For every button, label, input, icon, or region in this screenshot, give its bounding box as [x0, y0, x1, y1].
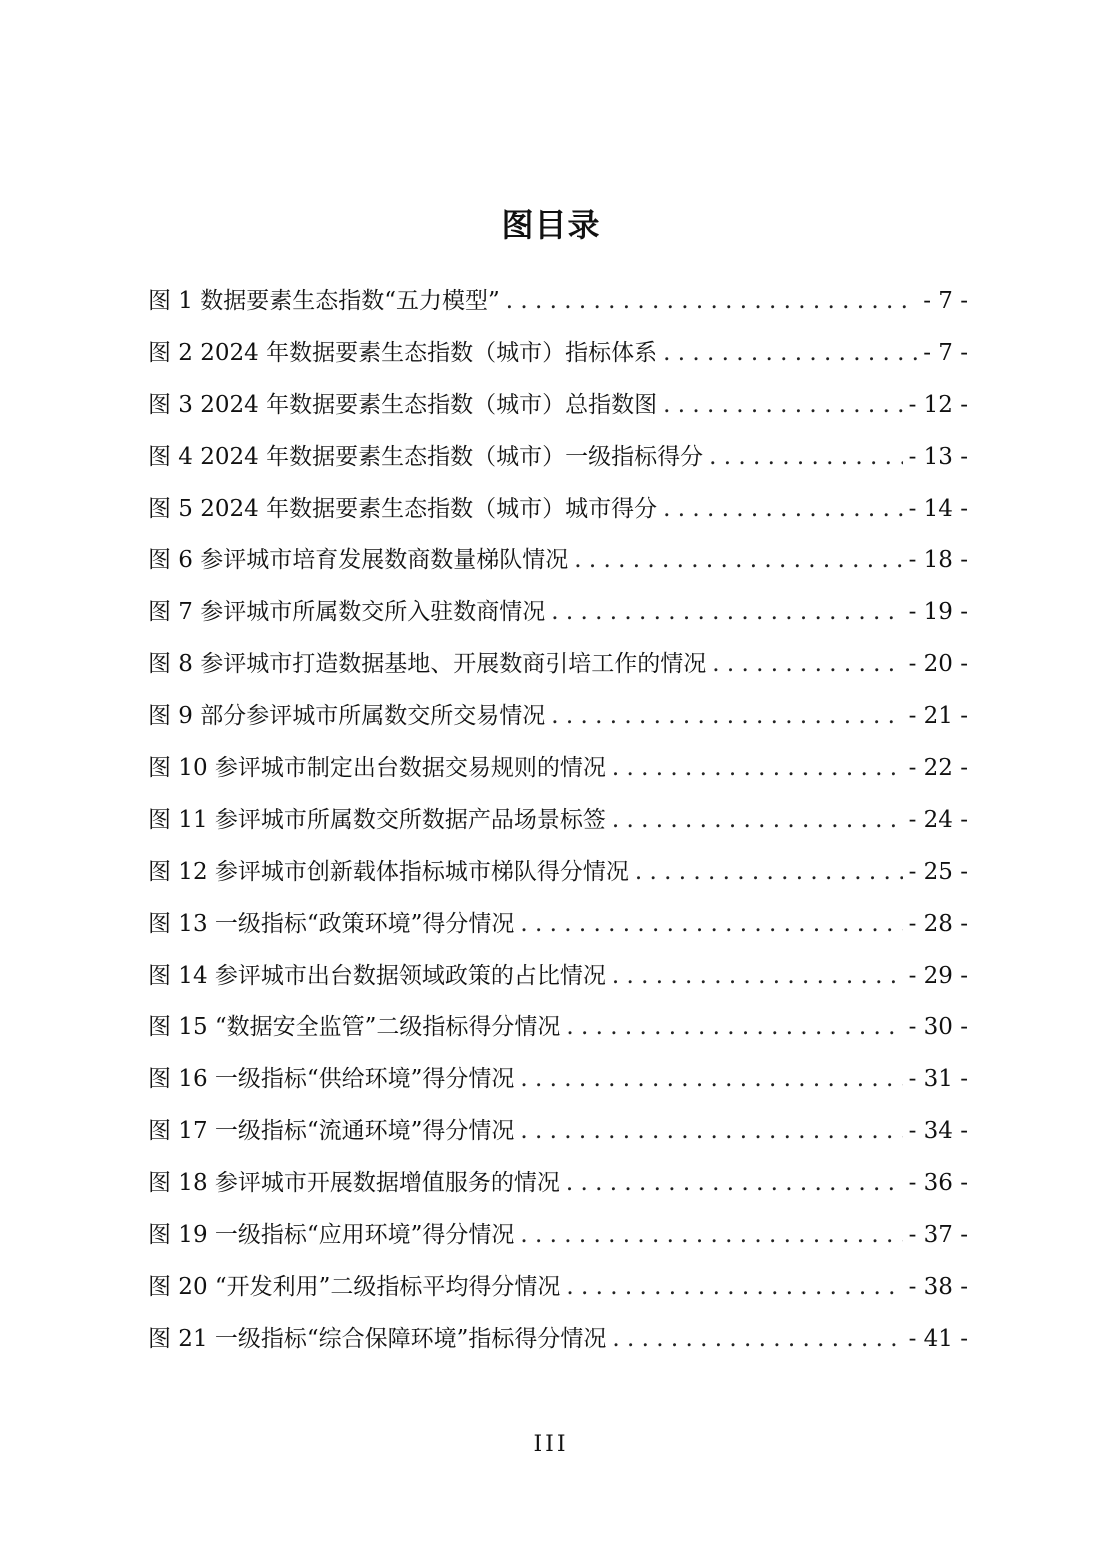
- toc-entry-page: - 28 -: [908, 910, 968, 937]
- toc-entry[interactable]: [148, 1002, 968, 1054]
- toc-entry-label: 图 14 参评城市出台数据领域政策的占比情况: [148, 962, 606, 989]
- toc-entry[interactable]: [148, 535, 968, 587]
- toc-entry-label: 图 7 参评城市所属数交所入驻数商情况: [148, 599, 546, 626]
- toc-entry-label: 图 12 参评城市创新载体指标城市梯队得分情况: [148, 858, 629, 885]
- toc-entry[interactable]: [148, 899, 968, 951]
- toc-entry[interactable]: [148, 587, 968, 639]
- toc-entry-page: - 41 -: [908, 1325, 968, 1352]
- page-number: III: [533, 1432, 569, 1457]
- toc-entry[interactable]: [148, 691, 968, 743]
- toc-entry-label: 图 8 参评城市打造数据基地、开展数商引培工作的情况: [148, 651, 707, 678]
- toc-leader-dots: [566, 1002, 902, 1054]
- toc-entry[interactable]: [148, 276, 968, 328]
- toc-entry-page: - 36 -: [908, 1170, 968, 1197]
- toc-leader-dots: [520, 899, 902, 951]
- toc-entry-page: - 13 -: [908, 443, 968, 470]
- toc-entry-page: - 7 -: [923, 288, 968, 314]
- toc-leader-dots: [712, 639, 902, 691]
- toc-leader-dots: [663, 380, 902, 432]
- toc-entry-page: - 24 -: [908, 806, 968, 833]
- toc-entry-label: 图 10 参评城市制定出台数据交易规则的情况: [148, 755, 606, 782]
- toc-leader-dots: [612, 1314, 902, 1366]
- toc-entry-label: 图 18 参评城市开展数据增值服务的情况: [148, 1170, 560, 1197]
- toc-leader-dots: [520, 1106, 902, 1158]
- toc-entry[interactable]: [148, 432, 968, 484]
- toc-leader-dots: [566, 1158, 903, 1210]
- toc-entry[interactable]: [148, 1158, 968, 1210]
- toc-leader-dots: [506, 276, 917, 328]
- toc-entry-page: - 34 -: [908, 1118, 968, 1145]
- page-title: 图目录: [501, 206, 601, 244]
- toc-leader-dots: [709, 432, 902, 484]
- toc-leader-dots: [520, 1054, 902, 1106]
- toc-entry-label: 图 6 参评城市培育发展数商数量梯队情况: [148, 547, 569, 574]
- toc-leader-dots: [663, 484, 902, 536]
- toc-leader-dots: [551, 587, 902, 639]
- toc-leader-dots: [663, 328, 917, 380]
- toc-leader-dots: [612, 795, 903, 847]
- toc-entry-label: 图 19 一级指标“应用环境”得分情况: [148, 1222, 515, 1249]
- figure-toc-list: [148, 276, 968, 1366]
- toc-entry-label: 图 3 2024 年数据要素生态指数（城市）总指数图: [148, 391, 658, 418]
- toc-entry[interactable]: [148, 1106, 968, 1158]
- toc-entry[interactable]: [148, 743, 968, 795]
- toc-entry-page: - 37 -: [908, 1222, 968, 1249]
- toc-entry[interactable]: [148, 951, 968, 1003]
- toc-entry-label: 图 11 参评城市所属数交所数据产品场景标签: [148, 806, 606, 833]
- toc-leader-dots: [551, 691, 902, 743]
- toc-entry[interactable]: [148, 1262, 968, 1314]
- toc-entry[interactable]: [148, 1054, 968, 1106]
- toc-entry[interactable]: [148, 847, 968, 899]
- toc-entry-label: 图 16 一级指标“供给环境”得分情况: [148, 1066, 515, 1093]
- toc-entry-page: - 38 -: [908, 1273, 968, 1300]
- toc-leader-dots: [574, 535, 902, 587]
- toc-entry-page: - 21 -: [908, 703, 968, 730]
- toc-entry-label: 图 2 2024 年数据要素生态指数（城市）指标体系: [148, 339, 658, 366]
- toc-entry-page: - 19 -: [908, 599, 968, 626]
- toc-entry-label: 图 5 2024 年数据要素生态指数（城市）城市得分: [148, 495, 658, 522]
- toc-entry-label: 图 21 一级指标“综合保障环境”指标得分情况: [148, 1325, 607, 1352]
- toc-entry-page: - 18 -: [908, 547, 968, 574]
- toc-entry-label: 图 13 一级指标“政策环境”得分情况: [148, 910, 515, 937]
- toc-entry-label: 图 20 “开发利用”二级指标平均得分情况: [148, 1273, 561, 1300]
- toc-entry-page: - 29 -: [908, 962, 968, 989]
- toc-entry[interactable]: [148, 328, 968, 380]
- toc-entry-label: 图 17 一级指标“流通环境”得分情况: [148, 1118, 515, 1145]
- toc-entry-page: - 7 -: [923, 339, 968, 366]
- toc-entry[interactable]: [148, 795, 968, 847]
- toc-entry-page: - 25 -: [908, 858, 968, 885]
- toc-entry-page: - 22 -: [908, 755, 968, 782]
- toc-entry-page: - 20 -: [908, 651, 968, 678]
- toc-leader-dots: [520, 1210, 902, 1262]
- toc-entry-label: 图 4 2024 年数据要素生态指数（城市）一级指标得分: [148, 443, 704, 470]
- toc-entry[interactable]: [148, 380, 968, 432]
- toc-entry-page: - 12 -: [908, 391, 968, 418]
- toc-entry-label: 图 1 数据要素生态指数“五力模型”: [148, 288, 500, 314]
- toc-entry[interactable]: [148, 1210, 968, 1262]
- toc-leader-dots: [635, 847, 903, 899]
- toc-entry-page: - 14 -: [908, 495, 968, 522]
- toc-leader-dots: [566, 1262, 902, 1314]
- toc-entry[interactable]: [148, 484, 968, 536]
- toc-entry-label: 图 9 部分参评城市所属数交所交易情况: [148, 703, 546, 730]
- toc-entry[interactable]: [148, 639, 968, 691]
- toc-entry[interactable]: [148, 1314, 968, 1366]
- toc-leader-dots: [612, 951, 903, 1003]
- toc-entry-page: - 30 -: [908, 1014, 968, 1041]
- toc-leader-dots: [612, 743, 903, 795]
- toc-entry-page: - 31 -: [908, 1066, 968, 1093]
- toc-entry-label: 图 15 “数据安全监管”二级指标得分情况: [148, 1014, 561, 1041]
